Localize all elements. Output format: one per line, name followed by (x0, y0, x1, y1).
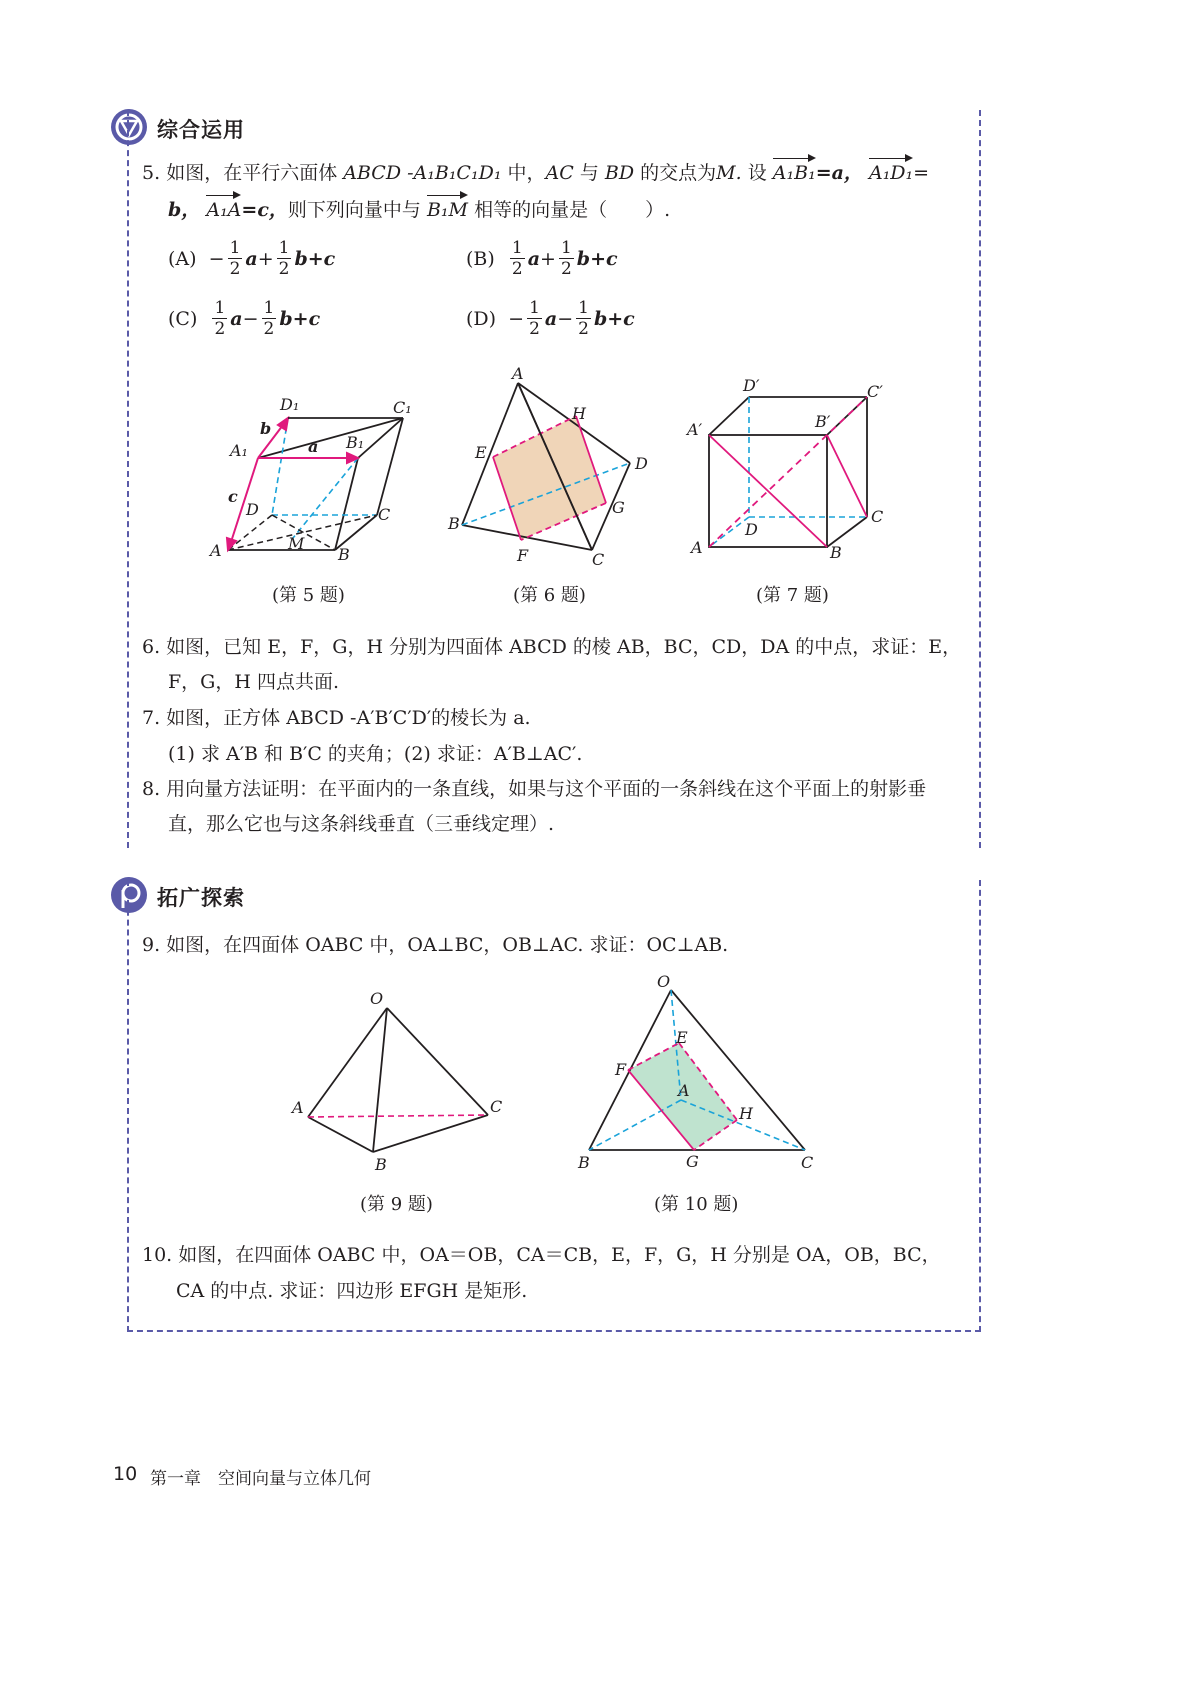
fig5-label-a-bottom: A (210, 541, 222, 560)
figure-7-caption: (第 7 题) (756, 585, 829, 606)
figure-7-cube (685, 375, 900, 570)
q8-line1: 8. 用向量方法证明：在平面内的一条直线，如果与这个平面的一条斜线在这个平面上的射影垂 (142, 778, 927, 800)
fig7-label-cp: C′ (867, 382, 883, 401)
fig5-label-d1: D₁ (280, 395, 300, 414)
fig7-label-dp: D′ (743, 376, 760, 395)
figure-9-tetrahedron (290, 990, 510, 1175)
option-a: (A) − $\frac{1}{2}$ a + $\frac{1}{2}$ b +c (168, 238, 336, 279)
fig5-label-a: a (308, 437, 319, 456)
section-title-comprehensive: 综合运用 (157, 118, 245, 142)
fig7-label-a: A (691, 538, 703, 557)
fig6-label-e: E (475, 443, 487, 462)
fig5-label-d: D (246, 500, 259, 519)
chapter-title: 第一章 空间向量与立体几何 (150, 1469, 371, 1489)
q6-line1: 6. 如图，已知 E，F，G，H 分别为四面体 ABCD 的棱 AB，BC，CD，DA 的中点，求证：E， (142, 636, 962, 658)
fig9-label-c: C (490, 1097, 503, 1116)
fig6-label-f: F (517, 546, 529, 565)
section-title-exploration: 拓广探索 (157, 886, 245, 910)
fig9-label-o: O (370, 990, 384, 1008)
fig10-label-e: E (676, 1028, 688, 1047)
fig10-label-a: A (678, 1081, 690, 1100)
fig5-label-c1: C₁ (393, 398, 412, 417)
figure-5-parallelepiped (200, 390, 420, 570)
fig10-label-f: F (615, 1060, 627, 1079)
page-number: 10 (113, 1463, 138, 1485)
fig5-label-b-bottom: B (338, 545, 350, 564)
fig5-label-c: c (228, 487, 238, 506)
q7-line2: (1) 求 A′B 和 B′C 的夹角；(2) 求证：A′B⊥AC′. (168, 743, 583, 765)
fig10-label-h: H (739, 1104, 753, 1123)
fig6-label-b: B (448, 514, 460, 533)
fig6-label-c: C (592, 550, 605, 569)
fig5-label-b1: B₁ (346, 433, 365, 452)
figure-9-caption: (第 9 题) (360, 1194, 433, 1215)
fig5-label-c-bottom: C (378, 505, 391, 524)
option-c: (C) $\frac{1}{2}$ a − $\frac{1}{2}$ b +c (168, 298, 321, 339)
option-d: (D) − $\frac{1}{2}$ a − $\frac{1}{2}$ b +c (466, 298, 635, 339)
fig10-label-o: O (657, 972, 671, 991)
fig9-label-b: B (375, 1155, 387, 1174)
fig6-label-g: G (612, 498, 625, 517)
q10-line2: CA 的中点. 求证：四边形 EFGH 是矩形. (176, 1280, 528, 1302)
figure-5-caption: (第 5 题) (272, 585, 345, 606)
fig5-label-a1: A₁ (230, 441, 248, 460)
fig5-label-m: M (288, 534, 305, 553)
fig6-label-a: A (512, 365, 524, 383)
figure-6-tetrahedron (445, 365, 665, 575)
fig5-label-b: b (260, 419, 272, 438)
fig10-label-b: B (578, 1153, 590, 1172)
q10-line1: 10. 如图，在四面体 OABC 中，OA＝OB，CA＝CB，E，F，G，H 分别是 OA，OB，BC， (142, 1244, 941, 1266)
q5-line1: 5. 如图，在平行六面体 ABCD -A₁B₁C₁D₁ 中，AC 与 BD 的交点为M. 设 A₁B₁=a， A₁D₁= (142, 162, 930, 184)
figure-10-tetrahedron (575, 965, 825, 1175)
fig6-label-h: H (572, 404, 586, 423)
fig7-label-ap: A′ (687, 420, 703, 439)
q5-line2: b， A₁A=c，则下列向量中与 B₁M 相等的向量是（ ）. (168, 199, 671, 221)
fig10-label-g: G (686, 1152, 699, 1171)
fig7-label-bp: B′ (815, 412, 831, 431)
figure-6-caption: (第 6 题) (513, 585, 586, 606)
fig7-label-d: D (745, 520, 758, 539)
q7-line1: 7. 如图，正方体 ABCD -A′B′C′D′的棱长为 a. (142, 707, 531, 729)
option-b: (B) $\frac{1}{2}$ a + $\frac{1}{2}$ b +c (466, 238, 618, 279)
figure-10-caption: (第 10 题) (654, 1194, 739, 1215)
q6-line2: F，G，H 四点共面. (168, 671, 340, 693)
fig6-label-d: D (635, 454, 648, 473)
fig10-label-c: C (801, 1153, 814, 1172)
fig7-label-b: B (830, 543, 842, 562)
fig7-label-c: C (871, 507, 884, 526)
fig9-label-a: A (292, 1098, 304, 1117)
q9-line1: 9. 如图，在四面体 OABC 中，OA⊥BC，OB⊥AC. 求证：OC⊥AB. (142, 934, 729, 956)
q8-line2: 直，那么它也与这条斜线垂直（三垂线定理）. (168, 813, 555, 835)
